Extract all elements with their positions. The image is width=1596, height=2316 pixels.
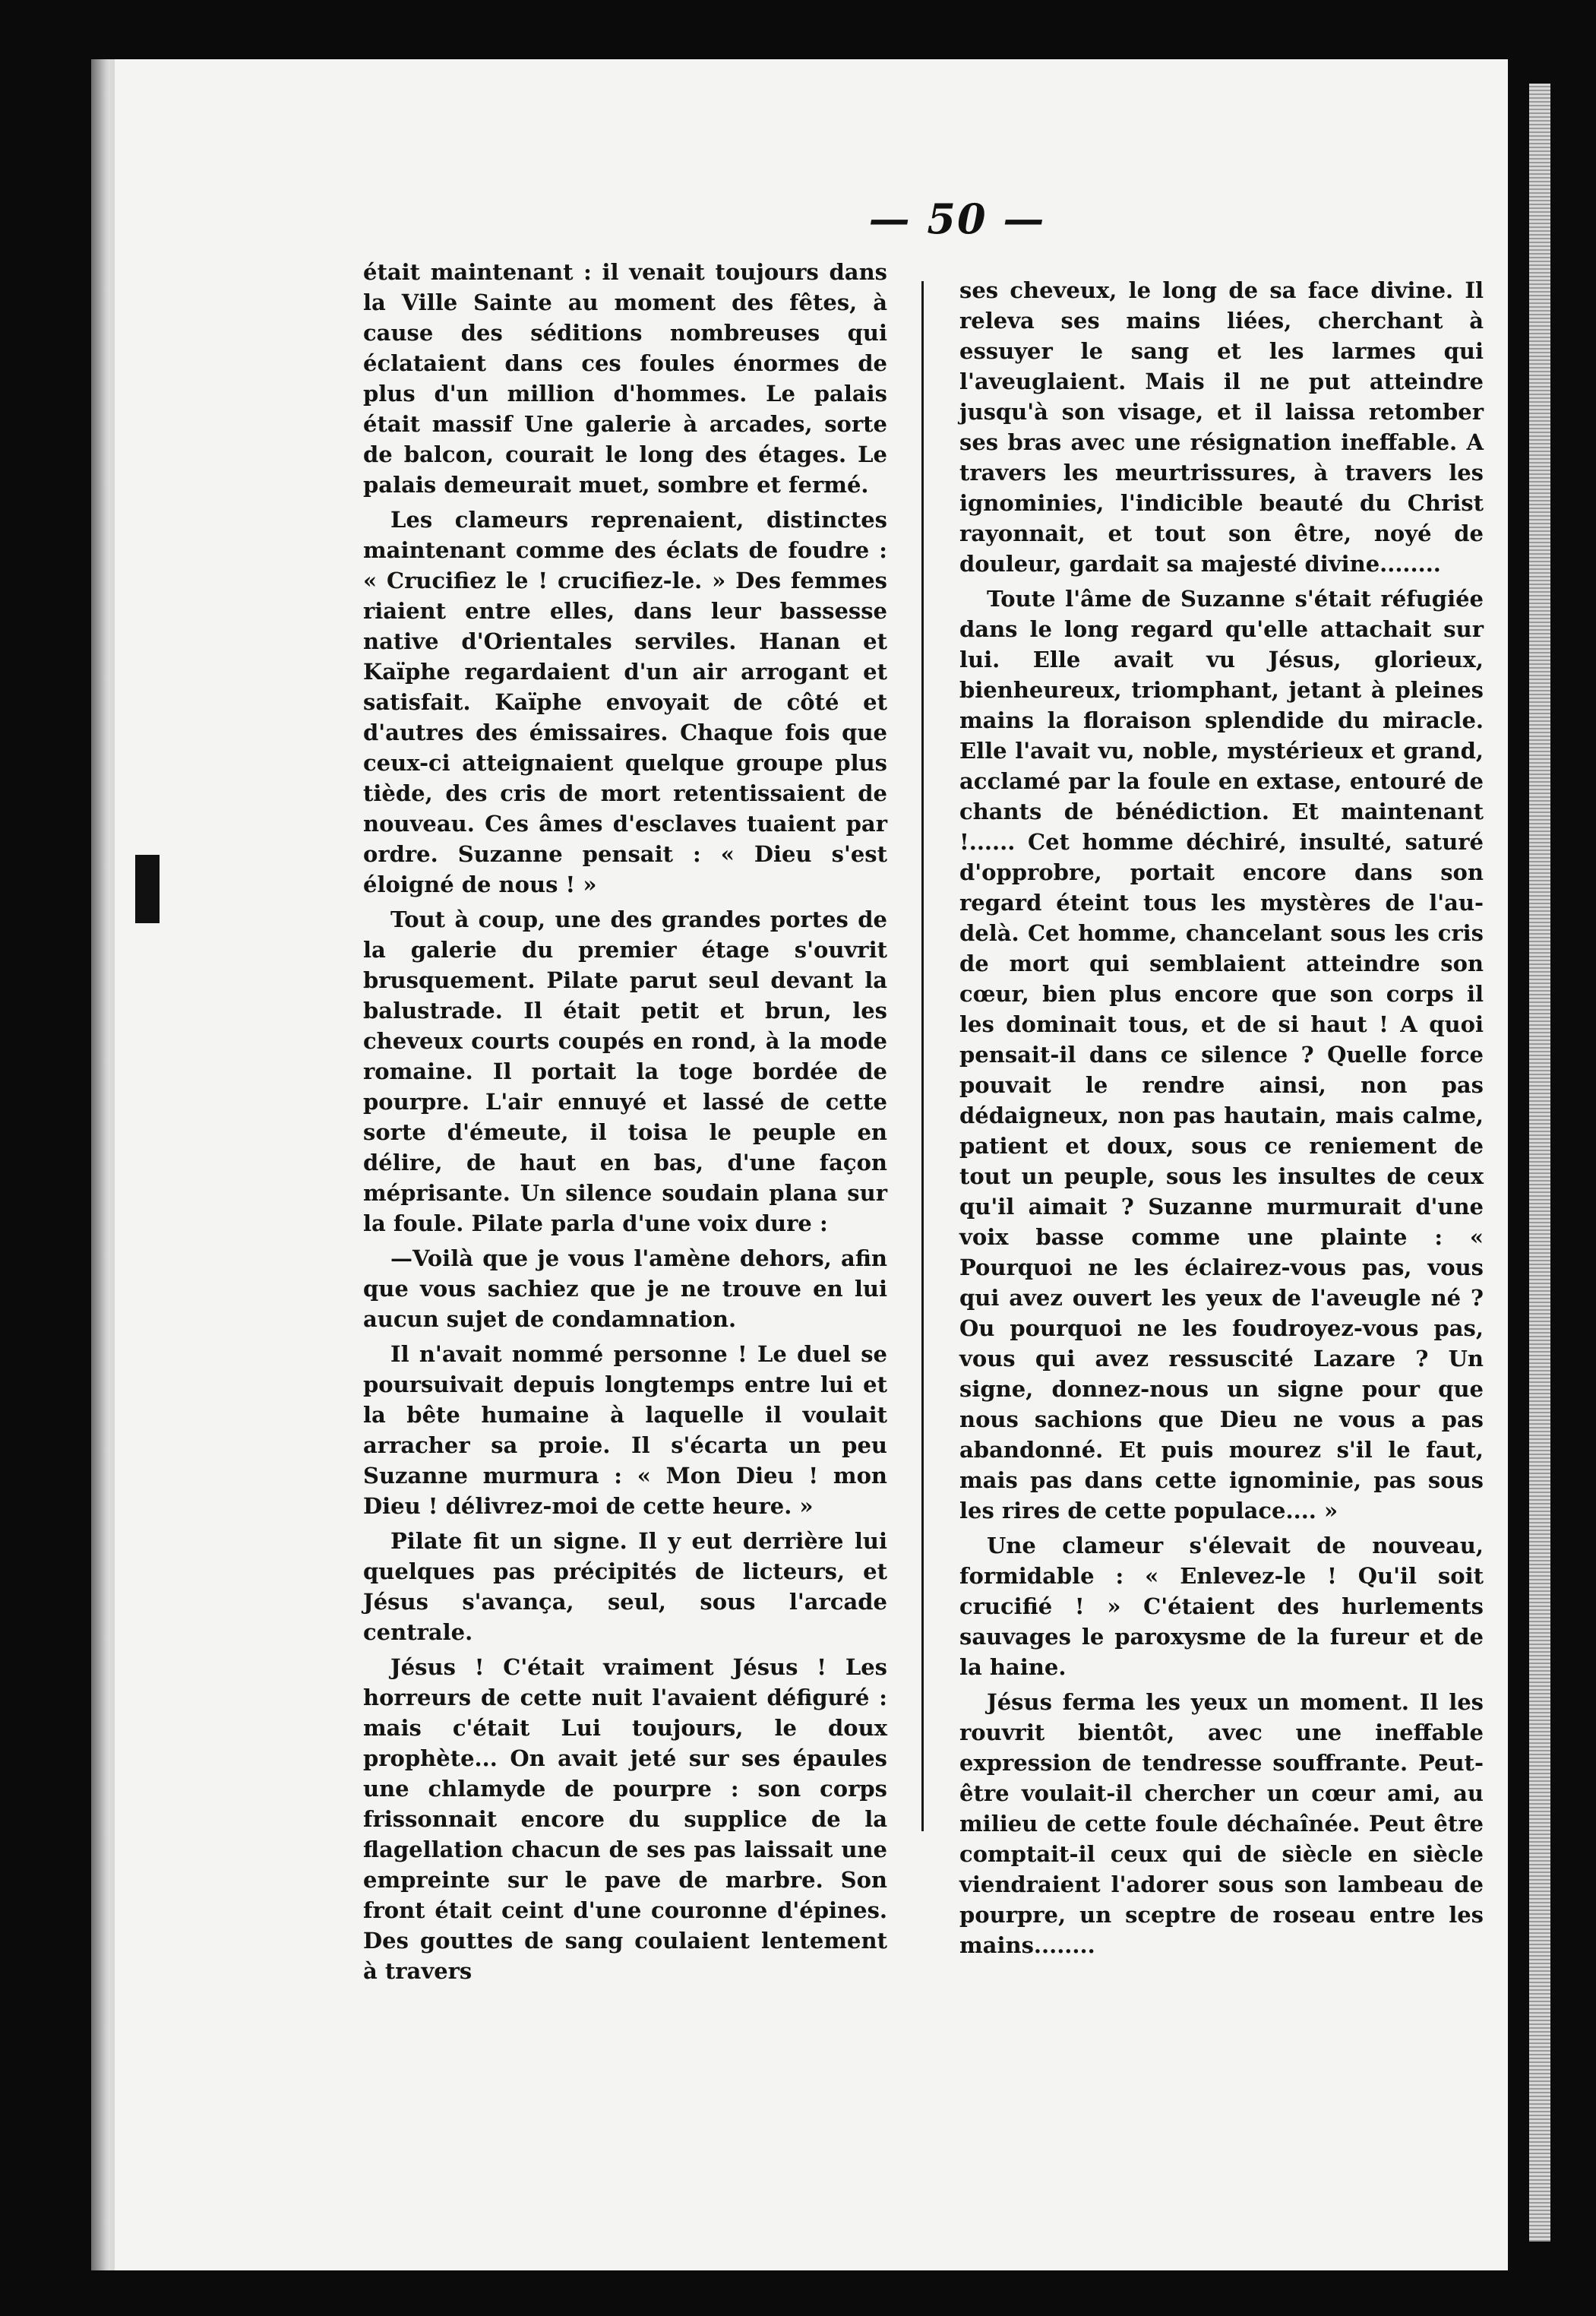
paragraph: Toute l'âme de Suzanne s'était réfugiée dans le long regard qu'elle attachait sur lui. Elle avait vu Jésus, glorieux, bienheureux, triomphant, jetant à pleines mains la floraison splendide du miracle. Elle l'avait vu, noble, mystérieux et grand, acclamé par la foule en extase, entouré de chants de bénédiction. Et maintenant !...... Cet homme déchiré, insulté, saturé d'opprobre, portait encore dans son regard éteint tous les mystères de l'au-delà. Cet homme, chancelant sous les cris de mort qui semblaient atteindre son cœur, bien plus encore que son corps il les dominait tous, et de si haut ! A quoi pensait-il dans ce silence ? Quelle force pouvait le rendre ainsi, non pas dédaigneux, non pas hautain, mais calme, patient et doux, sous ce reniement de tout un peuple, sous les insultes de ceux qu'il aimait ? Suzanne murmurait d'une voix basse comme une plainte : « Pourquoi ne les éclairez-vous pas, vous qui avez ouvert les yeux de l'aveugle né ? Ou pourquoi ne les foudroyez-vous pas, vous qui avez ressuscité Lazare ? Un signe, donnez-nous un signe pour que nous sachions que Dieu ne vous a pas abandonné. Et puis mourez s'il le faut, mais pas dans cette ignominie, pas sous les rires de cette populace.... » (959, 586, 1484, 1523)
paragraph: Une clameur s'élevait de nouveau, formidable : « Enlevez-le ! Qu'il soit crucifié ! » C'étaient des hurlements sauvages le paroxysme de la fureur et de la haine. (959, 1533, 1484, 1680)
paragraph: Jésus ferma les yeux un moment. Il les rouvrit bientôt, avec une ineffable expression de tendresse souffrante. Peut-être voulait-il chercher un cœur ami, au milieu de cette foule déchaînée. Peut être comptait-il ceux qui de siècle en siècle viendraient l'adorer sous son lambeau de pourpre, un sceptre de roseau entre les mains........ (959, 1689, 1484, 1958)
text-column-right (959, 275, 1484, 1965)
paragraph: —Voilà que je vous l'amène dehors, afin que vous sachiez que je ne trouve en lui aucun sujet de condamnation. (363, 1245, 887, 1332)
text-column-left (363, 257, 887, 1991)
paragraph: Jésus ! C'était vraiment Jésus ! Les horreurs de cette nuit l'avaient défiguré : mais c'était Lui toujours, le doux prophète... On avait jeté sur ses épaules une chlamyde de pourpre : son corps frissonnait encore du supplice de la flagellation chacun de ses pas laissait une empreinte sur le pave de marbre. Son front était ceint d'une couronne d'épines. Des gouttes de sang coulaient lentement à travers (363, 1654, 887, 1984)
page-number: — 50 — (868, 195, 1046, 243)
binding-mark (135, 855, 160, 923)
paragraph: Les clameurs reprenaient, distinctes maintenant comme des éclats de foudre : « Crucifiez le ! crucifiez-le. » Des femmes riaient entre elles, dans leur bassesse native d'Orientales serviles. Hanan et Kaïphe regardaient d'un air arrogant et satisfait. Kaïphe envoyait de côté et d'autres des émissaires. Chaque fois que ceux-ci atteignaient quelque groupe plus tiède, des cris de mort retentissaient de nouveau. Ces âmes d'esclaves tuaient par ordre. Suzanne pensait : « Dieu s'est éloigné de nous ! » (363, 507, 887, 897)
page-edge-right (1529, 84, 1550, 2242)
paragraph: Il n'avait nommé personne ! Le duel se poursuivait depuis longtemps entre lui et la bête humaine à laquelle il voulait arracher sa proie. Il s'écarta un peu Suzanne murmura : « Mon Dieu ! mon Dieu ! délivrez-moi de cette heure. » (363, 1341, 887, 1519)
paragraph: ses cheveux, le long de sa face divine. Il releva ses mains liées, cherchant à essuyer le sang et les larmes qui l'aveuglaient. Mais il ne put atteindre jusqu'à son visage, et il laissa retomber ses bras avec une résignation ineffable. A travers les meurtrissures, à travers les ignominies, l'indicible beauté du Christ rayonnait, et tout son être, noyé de douleur, gardait sa majesté divine........ (959, 277, 1484, 577)
paragraph: Tout à coup, une des grandes portes de la galerie du premier étage s'ouvrit brusquement. Pilate parut seul devant la balustrade. Il était petit et brun, les cheveux courts coupés en rond, à la mode romaine. Il portait la toge bordée de pourpre. L'air ennuyé et lassé de cette sorte d'émeute, il toisa le peuple en délire, de haut en bas, d'une façon méprisante. Un silence soudain plana sur la foule. Pilate parla d'une voix dure : (363, 906, 887, 1236)
paragraph: Pilate fit un signe. Il y eut derrière lui quelques pas précipités de licteurs, et Jésus s'avança, seul, sous l'arcade centrale. (363, 1528, 887, 1645)
paragraph: était maintenant : il venait toujours dans la Ville Sainte au moment des fêtes, à cause des séditions nombreuses qui éclataient dans ces foules énormes de plus d'un million d'hommes. Le palais était massif Une galerie à arcades, sorte de balcon, courait le long des étages. Le palais demeurait muet, sombre et fermé. (363, 259, 887, 498)
column-divider (921, 281, 924, 1831)
